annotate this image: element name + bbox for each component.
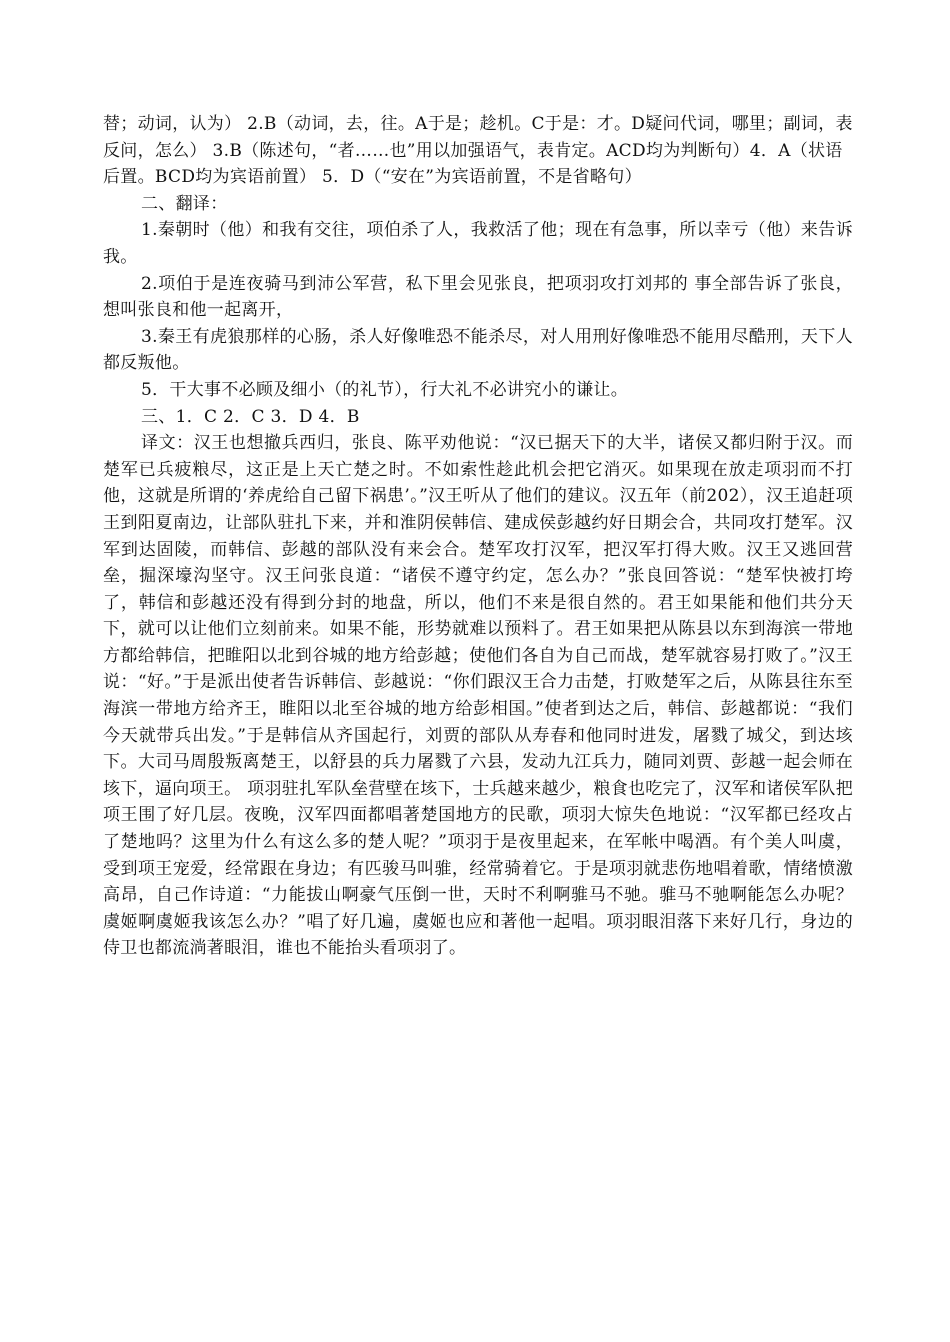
- section-three-answers: 三、1．C 2．C 3．D 4．B: [141, 406, 360, 427]
- translation-item-5: 5．干大事不必顾及细小（的礼节），行大礼不必讲究小的谦让。: [141, 379, 629, 400]
- classical-text-translation: 译文：汉王也想撤兵西归，张良、陈平劝他说：“汉已据天下的大半，诸侯又都归附于汉。而楚军已兵疲粮尽，这正是上天亡楚之时。不如索性趁此机会把它消灭。如果现在放走项羽而不打他，这就是所谓的‘养虎给自己留下祸患’。”汉王听从了他们的建议。汉五年（前202），汉王追赶项王到阳夏南边，让部队驻扎下来，并和淮阴侯韩信、建成侯彭越约好日期会合，共同攻打楚军。汉军到达固陵，而韩信、彭越的部队没有来会合。楚军攻打汉军，把汉军打得大败。汉王又逃回营垒，掘深壕沟坚守。汉王问张良道：“诸侯不遵守约定，怎么办？”张良回答说：“楚军快被打垮了，韩信和彭越还没有得到分封的地盘，所以，他们不来是很自然的。君王如果能和他们共分天下，就可以让他们立刻前来。如果不能，形势就难以预料了。君王如果把从陈县以东到海滨一带地方都给韩信，把睢阳以北到谷城的地方给彭越；使他们各自为自己而战，楚军就容易打败了。”汉王说：“好。”于是派出使者告诉韩信、彭越说：“你们跟汉王合力击楚，打败楚军之后，从陈县往东至海滨一带地方给齐王，睢阳以北至谷城的地方给彭相国。”使者到达之后，韩信、彭越都说：“我们今天就带兵出发。”于是韩信从齐国起行，刘贾的部队从寿春和他同时进发，屠戮了城父，到达垓下。大司马周殷叛离楚王，以舒县的兵力屠戮了六县，发动九江兵力，随同刘贾、彭越一起会师在垓下，逼向项王。 项羽驻扎军队垒营壁在垓下，士兵越来越少，粮食也吃完了，汉军和诸侯军队把项王围了好几层。夜晚，汉军四面都唱著楚国地方的民歌，项羽大惊失色地说：“汉军都已经攻占了楚地吗？这里为什么有这么多的楚人呢？”项羽于是夜里起来，在军帐中喝酒。有个美人叫虞，受到项王宠爱，经常跟在身边；有匹骏马叫骓，经常骑着它。于是项羽就悲伤地唱着歌，情绪愤激高昂，自己作诗道：“力能拔山啊豪气压倒一世，天时不利啊骓马不驰。骓马不驰啊能怎么办呢？虞姬啊虞姬我该怎么办？”唱了好几遍，虞姬也应和著他一起唱。项羽眼泪落下来好几行，身边的侍卫也都流淌著眼泪，谁也不能抬头看项羽了。: [103, 433, 853, 959]
- translation-item-3: 3.秦王有虎狼那样的心肠，杀人好像唯恐不能杀尽，对人用刑好像唯恐不能用尽酷刑，天下人都反叛他。: [103, 326, 853, 374]
- answer-key-lines: 替；动词，认为） 2.B（动词，去，往。A于是；趁机。C于是：才。D疑问代词，哪里；副词，表反问，怎么） 3.B（陈述句，“者……也”用以加强语气，表肯定。ACD均为判断句）4．A（状语后置。BCD均为宾语前置） 5．D（“安在”为宾语前置，不是省略句）: [103, 114, 853, 188]
- document-body: [103, 111, 853, 962]
- translation-item-1: 1.秦朝时（他）和我有交往，项伯杀了人，我救活了他；现在有急事，所以幸亏（他）来告诉我。: [103, 220, 853, 267]
- section-heading-translation: 二、翻译：: [141, 193, 228, 214]
- translation-item-2: 2.项伯于是连夜骑马到沛公军营，私下里会见张良，把项羽攻打刘邦的 事全部告诉了张良，想叫张良和他一起离开，: [103, 273, 853, 321]
